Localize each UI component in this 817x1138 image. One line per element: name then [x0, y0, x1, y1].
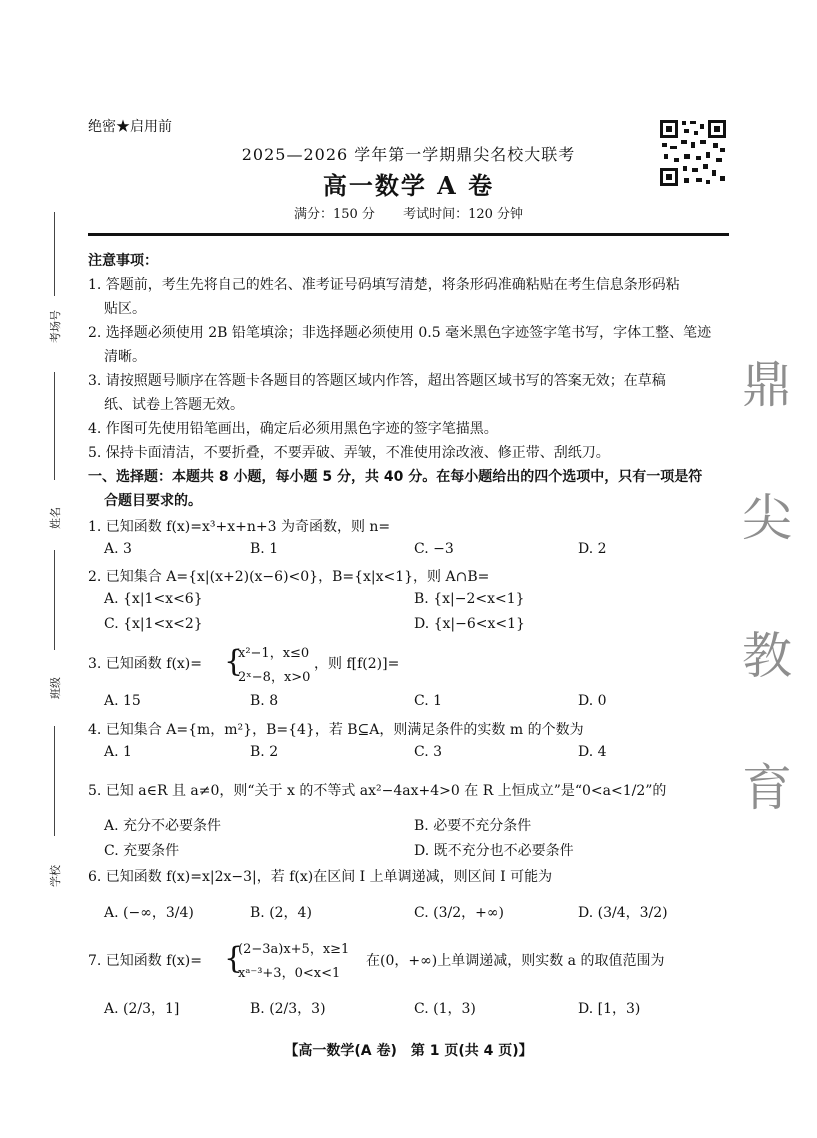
- option-3d: D. 0: [578, 693, 607, 709]
- piecewise-case-2: 2ˣ−8，x>0: [238, 670, 311, 685]
- note-line: 4. 作图可先使用铅笔画出，确定后必须用黑色字迹的签字笔描黑。: [88, 421, 498, 437]
- note-line: 2. 选择题必须使用 2B 铅笔填涂；非选择题必须使用 0.5 毫米黑色字迹签字笔书写，字体工整、笔迹: [88, 325, 712, 341]
- brace: {: [224, 941, 244, 976]
- option-1b: B. 1: [250, 541, 279, 557]
- option-6b: B. (2，4): [250, 905, 312, 921]
- option-4a: A. 1: [104, 744, 132, 760]
- note-line: 清晰。: [104, 349, 146, 365]
- option-2d: D. {x|−6<x<1}: [414, 616, 525, 632]
- question-suffix-3: ，则 f[f(2)]=: [314, 656, 400, 672]
- option-3b: B. 8: [250, 693, 279, 709]
- section-heading: 一、选择题：本题共 8 小题，每小题 5 分，共 40 分。在每小题给出的四个选项中，只有一项是符: [88, 469, 703, 485]
- option-3a: A. 15: [104, 693, 141, 709]
- side-label-name: 姓名: [49, 507, 62, 529]
- exam-time: 考试时间：120 分钟: [403, 207, 524, 222]
- page-footer: 【高一数学(A 卷) 第 1 页(共 4 页)】: [284, 1043, 533, 1059]
- option-7b: B. (2/3，3): [250, 1001, 326, 1017]
- exam-title: 2025—2026 学年第一学期鼎尖名校大联考: [241, 145, 576, 164]
- option-1c: C. −3: [414, 541, 454, 557]
- option-5d: D. 既不充分也不必要条件: [414, 843, 574, 859]
- binding-line: [54, 726, 55, 836]
- option-6d: D. (3/4，3/2): [578, 905, 668, 921]
- question-stem-5: 5. 已知 a∈R 且 a≠0，则“关于 x 的不等式 ax²−4ax+4>0 在 R 上恒成立”是“0<a<1/2”的: [88, 783, 667, 799]
- option-4d: D. 4: [578, 744, 607, 760]
- question-stem-6: 6. 已知函数 f(x)=x|2x−3|，若 f(x)在区间 I 上单调递减，则区间 I 可能为: [88, 869, 553, 885]
- option-6a: A. (−∞，3/4): [104, 905, 194, 921]
- notes-title: 注意事项：: [88, 253, 158, 269]
- question-stem-2: 2. 已知集合 A={x|(x+2)(x−6)<0}，B={x|x<1}，则 A∩B=: [88, 569, 490, 585]
- option-6c: C. (3/2，+∞): [414, 905, 504, 921]
- watermark-char: 教: [742, 627, 792, 685]
- option-2c: C. {x|1<x<2}: [104, 616, 203, 632]
- note-line: 纸、试卷上答题无效。: [104, 397, 244, 413]
- section-heading-cont: 合题目要求的。: [104, 493, 202, 509]
- side-label-class: 班级: [49, 677, 62, 699]
- option-1d: D. 2: [578, 541, 607, 557]
- side-label-room: 考场号: [49, 310, 62, 343]
- option-1a: A. 3: [104, 541, 132, 557]
- piecewise-case-2: xᵃ⁻³+3，0<x<1: [238, 966, 341, 981]
- option-2a: A. {x|1<x<6}: [104, 591, 203, 607]
- header-rule: [88, 233, 729, 236]
- option-2b: B. {x|−2<x<1}: [414, 591, 525, 607]
- watermark-char: 鼎: [742, 356, 792, 414]
- binding-line: [54, 372, 55, 480]
- option-7a: A. (2/3，1]: [104, 1001, 180, 1017]
- option-4b: B. 2: [250, 744, 279, 760]
- note-line: 1. 答题前，考生先将自己的姓名、准考证号码填写清楚，将条形码准确粘贴在考生信息条形码粘: [88, 277, 680, 293]
- question-stem-4: 4. 已知集合 A={m，m²}，B={4}，若 B⊆A，则满足条件的实数 m 的个数为: [88, 722, 584, 738]
- note-line: 贴区。: [104, 301, 146, 317]
- qr-code-icon: [658, 118, 728, 188]
- note-line: 3. 请按照题号顺序在答题卡各题目的答题区域内作答，超出答题区域书写的答案无效；在草稿: [88, 373, 666, 389]
- option-5a: A. 充分不必要条件: [104, 818, 222, 834]
- watermark-char: 育: [742, 759, 792, 817]
- option-7d: D. [1，3): [578, 1001, 641, 1017]
- note-line: 5. 保持卡面清洁，不要折叠，不要弄破、弄皱，不准使用涂改液、修正带、刮纸刀。: [88, 445, 610, 461]
- exam-meta: [0, 203, 817, 222]
- full-score: 满分：150 分: [293, 207, 375, 222]
- brace: {: [224, 644, 244, 679]
- option-5b: B. 必要不充分条件: [414, 818, 532, 834]
- question-suffix-7: 在(0，+∞)上单调递减，则实数 a 的取值范围为: [366, 953, 665, 969]
- option-4c: C. 3: [414, 744, 443, 760]
- watermark-char: 尖: [742, 489, 792, 547]
- option-3c: C. 1: [414, 693, 443, 709]
- paper-title: 高一数学 A 卷: [322, 171, 495, 200]
- option-5c: C. 充要条件: [104, 843, 180, 859]
- piecewise-case-1: (2−3a)x+5，x≥1: [238, 942, 350, 957]
- binding-line: [54, 550, 55, 650]
- question-stem-3: 3. 已知函数 f(x)=: [88, 656, 202, 672]
- question-stem-7: 7. 已知函数 f(x)=: [88, 953, 202, 969]
- secret-label: 绝密★启用前: [88, 119, 172, 135]
- binding-line: [54, 212, 55, 296]
- piecewise-case-1: x²−1，x≤0: [238, 646, 310, 661]
- option-7c: C. (1，3): [414, 1001, 476, 1017]
- question-stem-1: 1. 已知函数 f(x)=x³+x+n+3 为奇函数，则 n=: [88, 519, 391, 535]
- side-label-school: 学校: [49, 865, 62, 887]
